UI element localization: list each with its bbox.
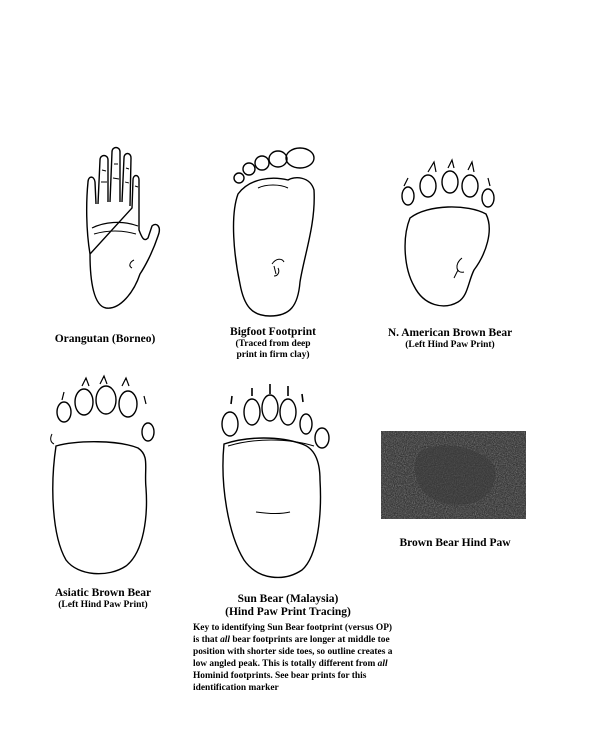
orangutan-title: Orangutan (Borneo) [54,333,156,345]
bigfoot-print [228,146,323,321]
sun-bear-title: Sun Bear (Malaysia) [237,593,339,605]
orangutan-print [78,142,168,317]
asiatic-brown-bear-title: Asiatic Brown Bear [54,587,152,599]
bigfoot-subtitle-1: (Traced from deep [235,339,311,350]
na-brown-bear-print [396,158,496,318]
note-segment-italic: all [377,659,388,670]
bigfoot-caption [198,326,348,361]
na-brown-bear-subtitle: (Left Hind Paw Print) [405,340,495,351]
brown-bear-photo-title: Brown Bear Hind Paw [399,537,511,549]
note-segment: bear footprints are longer at middle toe position with shorter side toes, so outline creates a low angled peak. This is totally different from [193,635,393,670]
bigfoot-subtitle-2: print in firm clay) [236,350,310,361]
asiatic-brown-bear-print [48,376,158,576]
sun-bear-subtitle: (Hind Paw Print Tracing) [225,606,351,619]
sun-bear-print [218,384,333,584]
na-brown-bear-caption [370,327,530,351]
brown-bear-hind-paw-photo [381,431,526,519]
note-segment: Hominid footprints. See bear prints for this identification marker [193,671,367,694]
asiatic-brown-bear-subtitle: (Left Hind Paw Print) [58,600,148,611]
sun-bear-caption [198,593,378,619]
sun-bear-identification-note [193,622,393,694]
na-brown-bear-title: N. American Brown Bear [387,327,513,339]
brown-bear-photo-caption [370,537,540,550]
orangutan-caption [30,333,180,346]
note-segment: Key to identifying Sun Bear footprint (versus OP) is that [193,623,393,646]
asiatic-brown-bear-caption [28,587,178,611]
bigfoot-title: Bigfoot Footprint [230,326,316,338]
note-segment-italic: all [220,635,230,646]
